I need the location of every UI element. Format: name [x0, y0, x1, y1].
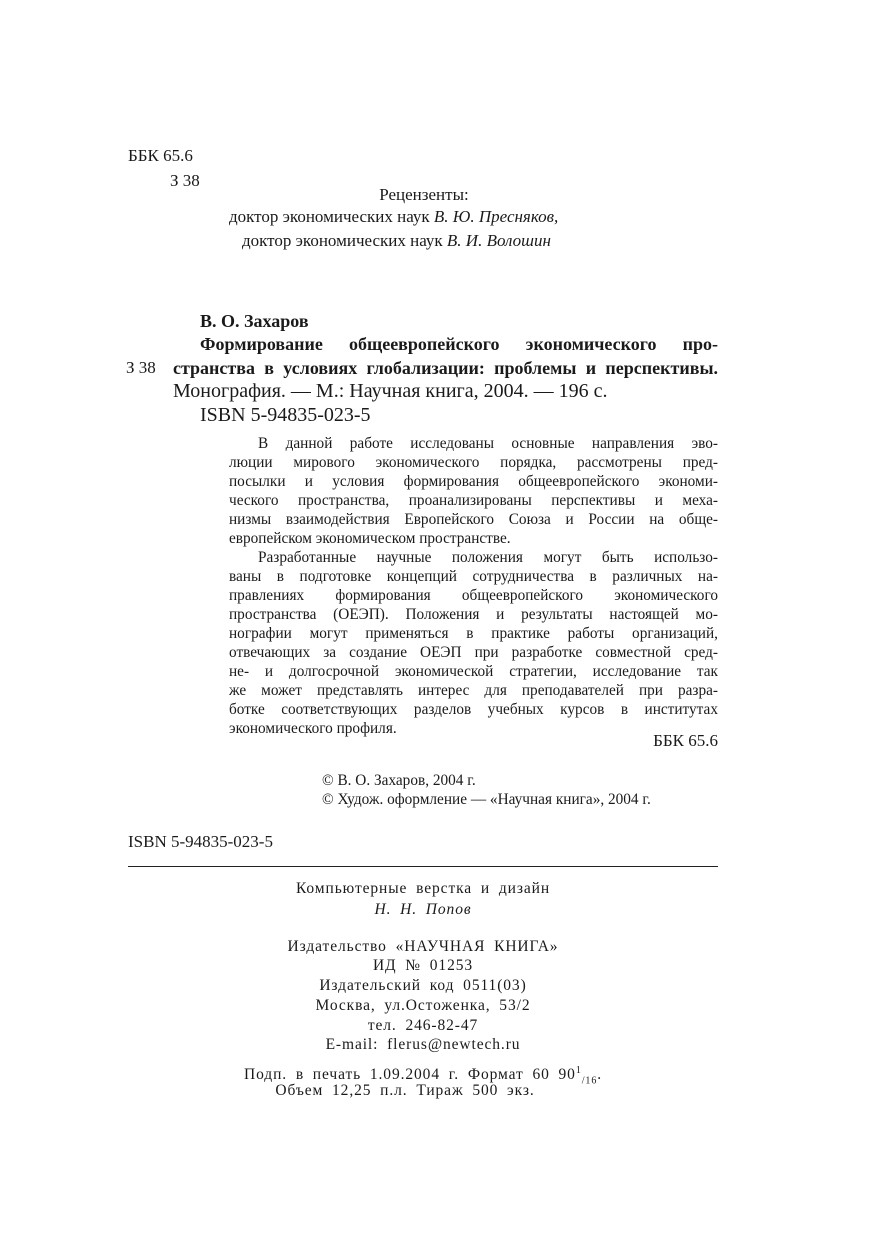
reviewer-1 — [229, 207, 558, 227]
card-isbn: ISBN 5-94835-023-5 — [200, 404, 371, 426]
bbk-code-bottom: ББК 65.6 — [653, 731, 718, 750]
publisher-id: ИД № 01253 — [372, 957, 474, 974]
format-subscript: /16 — [581, 1075, 598, 1087]
abstract-line: ваны в подготовке концепций сотрудничества в различных на- — [229, 568, 718, 585]
abstract-line: низмы взаимодействия Европейского Союза и России на обще- — [229, 511, 718, 528]
copyright-design: © Худож. оформление — «Научная книга», 2004 г. — [322, 791, 651, 808]
abstract-line: правлениях формирования общеевропейского экономического — [229, 587, 718, 604]
reviewer-degree: доктор экономических наук — [242, 231, 443, 250]
reviewer-2 — [242, 231, 551, 251]
reviewers-heading: Рецензенты: — [379, 185, 469, 204]
card-title-line-2: странства в условиях глобализации: проблемы и перспективы. — [173, 358, 718, 378]
abstract-line: Разработанные научные положения могут быть использо- — [258, 549, 718, 566]
card-author: В. О. Захаров — [200, 311, 309, 331]
abstract-line: же может представлять интерес для преподавателей при разра- — [229, 682, 718, 699]
reviewer-degree: доктор экономических наук — [229, 207, 430, 226]
publisher-phone: тел. 246-82-47 — [367, 1017, 479, 1034]
print-info-text: Подп. в печать 1.09.2004 г. Формат 60 90 — [243, 1066, 576, 1084]
author-mark-top: З 38 — [170, 171, 200, 190]
print-info-line-2: Объем 12,25 п.л. Тираж 500 экз. — [275, 1082, 535, 1099]
abstract-line: люции мирового экономического порядка, рассмотрены пред- — [229, 454, 718, 471]
divider — [128, 866, 718, 867]
publisher-email: E-mail: flerus@newtech.ru — [325, 1036, 521, 1053]
abstract-line: пространства (ОЕЭП). Положения и результаты настоящей мо- — [229, 606, 718, 623]
abstract-line: ческого пространства, проанализированы перспективы и меха- — [229, 492, 718, 509]
abstract-line: отвечающих за создание ОЕЭП при разработке совместной сред- — [229, 644, 718, 661]
reviewer-name: В. Ю. Пресняков, — [433, 207, 559, 226]
copyright-author: © В. О. Захаров, 2004 г. — [322, 772, 476, 789]
layout-credit-label: Компьютерные верстка и дизайн — [295, 880, 551, 897]
publisher-code: Издательский код 0511(03) — [319, 977, 527, 994]
abstract-line: нографии могут применяться в практике работы организаций, — [229, 625, 718, 642]
format-superscript: 1 — [575, 1065, 582, 1076]
card-title-line-1: Формирование общеевропейского экономического про- — [200, 334, 718, 354]
print-info-end: . — [597, 1066, 603, 1084]
publisher-name: Издательство «НАУЧНАЯ КНИГА» — [287, 938, 559, 955]
abstract-line: экономического профиля. — [229, 720, 397, 737]
bbk-code-top: ББК 65.6 — [128, 146, 193, 165]
abstract-line: посылки и условия формирования общеевропейского экономи- — [229, 473, 718, 490]
publisher-address: Москва, ул.Остоженка, 53/2 — [315, 997, 531, 1014]
abstract-line: ботке соответствующих разделов учебных курсов в институтах — [229, 701, 718, 718]
reviewer-name: В. И. Волошин — [446, 231, 551, 250]
card-imprint: Монография. — М.: Научная книга, 2004. — 196 с. — [173, 380, 608, 402]
abstract-line: не- и долгосрочной экономической стратегии, исследование так — [229, 663, 718, 680]
abstract-line: В данной работе исследованы основные направления эво- — [258, 435, 718, 452]
layout-credit-name: Н. Н. Попов — [374, 901, 472, 918]
abstract-line: европейском экономическом пространстве. — [229, 530, 511, 547]
card-author-mark: З 38 — [126, 358, 156, 377]
isbn-bottom: ISBN 5-94835-023-5 — [128, 832, 273, 851]
